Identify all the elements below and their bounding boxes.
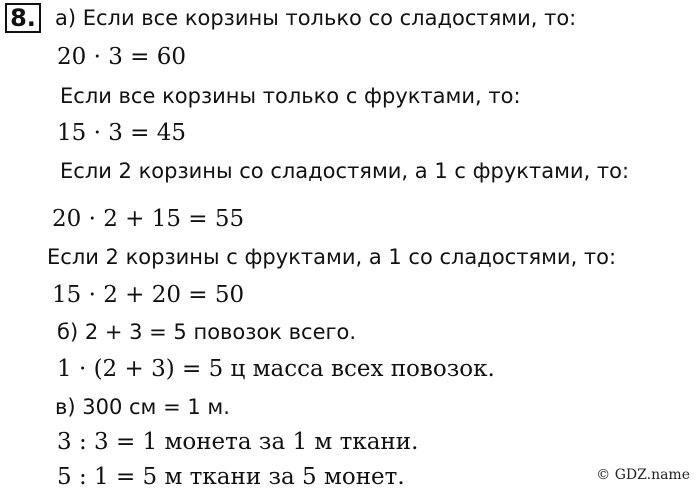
equation-line: 20 · 2 + 15 = 55 <box>52 206 245 232</box>
problem-number: 8. <box>5 3 41 33</box>
equation-line: 5 : 1 = 5 м ткани за 5 монет. <box>57 464 405 490</box>
line-v: в) 300 см = 1 м. <box>55 395 230 419</box>
equation-line: 1 · (2 + 3) = 5 ц масса всех повозок. <box>57 356 495 382</box>
line-a-intro: а) Если все корзины только со сладостями, то: <box>55 6 577 30</box>
equation-line: 3 : 3 = 1 монета за 1 м ткани. <box>57 429 419 455</box>
watermark: © GDZ.name <box>596 467 690 483</box>
equation-line: 15 · 2 + 20 = 50 <box>52 282 245 308</box>
equation-line: 20 · 3 = 60 <box>57 44 186 70</box>
text-line: Если 2 корзины со сладостями, а 1 с фруктами, то: <box>60 159 630 183</box>
text-line: Если все корзины только с фруктами, то: <box>60 84 521 108</box>
equation-line: 15 · 3 = 45 <box>57 120 186 146</box>
line-b: б) 2 + 3 = 5 повозок всего. <box>57 320 357 344</box>
text-line: Если 2 корзины с фруктами, а 1 со сладостями, то: <box>47 245 617 269</box>
